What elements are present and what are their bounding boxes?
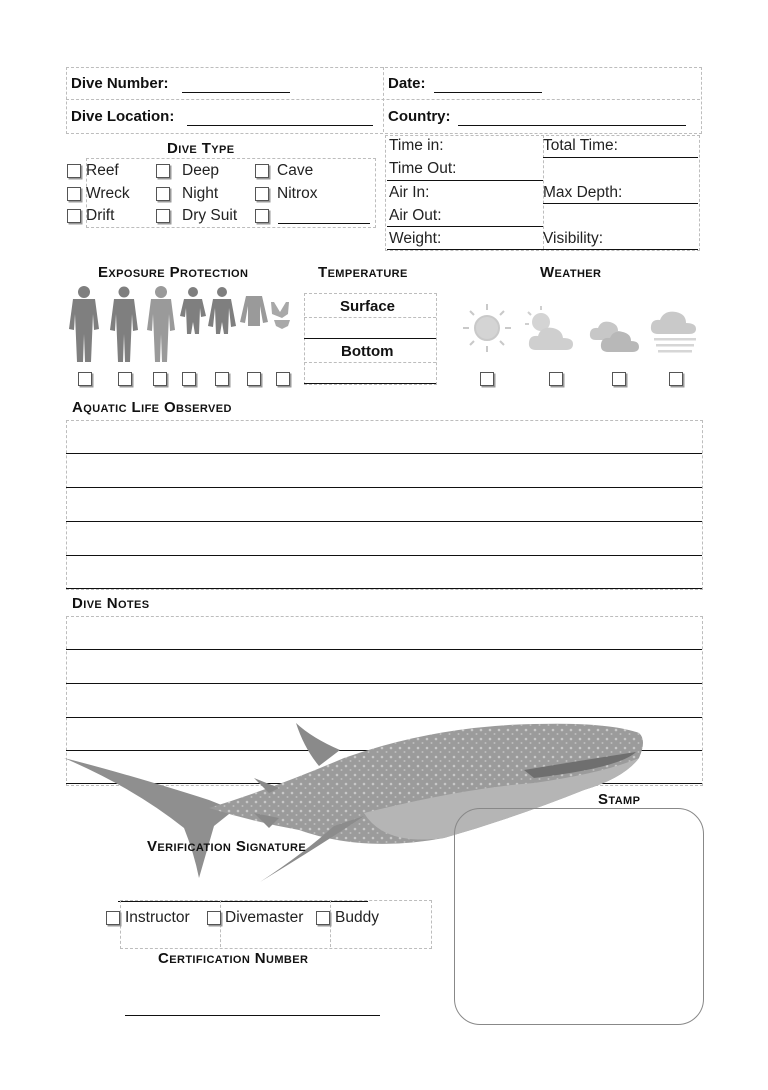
temp-divider — [304, 362, 436, 363]
notes-line — [66, 683, 702, 684]
dive-type-options — [66, 160, 376, 228]
country-label: Country — [388, 108, 446, 125]
weight-label: Weight: — [389, 230, 442, 247]
header-row-divider — [66, 99, 700, 100]
verification-signature-title: Verification Signature — [147, 838, 307, 855]
temperature-title: Temperature — [318, 264, 408, 281]
fog-icon — [651, 312, 696, 353]
option-nitrox: Nitrox — [277, 185, 318, 202]
dive-location-label: Dive Location — [71, 108, 170, 125]
country-field[interactable] — [388, 108, 698, 128]
fullsuit-icon — [110, 287, 138, 363]
checkbox-deep[interactable] — [156, 164, 170, 178]
colon: : — [163, 75, 169, 92]
dive-location-field[interactable] — [71, 108, 381, 128]
exposure-suits — [64, 284, 299, 364]
weather-icons — [458, 300, 708, 360]
checkbox-shorty-long[interactable] — [215, 372, 229, 386]
option-reef: Reef — [86, 162, 119, 179]
weight-visibility-line[interactable] — [387, 249, 698, 250]
checkbox-fullsuit-hood[interactable] — [153, 372, 167, 386]
fullsuit-hood-icon — [147, 286, 175, 362]
checkbox-dry-suit[interactable] — [156, 209, 170, 223]
colon: : — [445, 108, 451, 125]
date-field[interactable] — [388, 75, 688, 95]
dive-number-field[interactable] — [71, 75, 381, 95]
certification-number-line[interactable] — [125, 1015, 380, 1016]
surface-temp-line[interactable] — [304, 338, 436, 339]
checkbox-divemaster[interactable] — [207, 911, 221, 925]
temperature-bottom-label: Bottom — [341, 343, 394, 360]
role-divemaster: Divemaster — [225, 909, 304, 926]
checkbox-reef[interactable] — [67, 164, 81, 178]
checkbox-shorty[interactable] — [182, 372, 196, 386]
option-drift: Drift — [86, 207, 115, 224]
checkbox-swimsuit[interactable] — [276, 372, 290, 386]
stamp-title: Stamp — [598, 791, 641, 808]
checkbox-wreck[interactable] — [67, 187, 81, 201]
shorty-long-icon — [208, 287, 236, 334]
drysuit-icon — [69, 286, 99, 362]
time-out-label: Time Out: — [389, 160, 457, 177]
aquatic-line — [66, 487, 702, 488]
country-line[interactable] — [458, 125, 686, 126]
weather-title: Weather — [540, 264, 602, 281]
option-deep: Deep — [182, 162, 220, 179]
partly-cloudy-icon — [525, 306, 573, 350]
checkbox-instructor[interactable] — [106, 911, 120, 925]
time-out-line[interactable] — [387, 180, 543, 181]
option-wreck: Wreck — [86, 185, 130, 202]
option-cave: Cave — [277, 162, 314, 179]
time-in-label: Time in: — [389, 137, 444, 154]
shorty-icon — [180, 287, 206, 334]
checkbox-night[interactable] — [156, 187, 170, 201]
temperature-surface-label: Surface — [340, 298, 396, 315]
date-line[interactable] — [434, 92, 542, 93]
dive-notes-title: Dive Notes — [72, 595, 150, 612]
checkbox-fullsuit[interactable] — [118, 372, 132, 386]
stamp-box[interactable] — [454, 808, 704, 1025]
cloudy-icon — [590, 322, 639, 352]
total-time-label: Total Time: — [543, 137, 618, 154]
air-out-label: Air Out: — [389, 207, 442, 224]
temp-divider — [304, 317, 436, 318]
role-divider — [330, 900, 331, 947]
role-instructor: Instructor — [125, 909, 190, 926]
aquatic-life-box[interactable] — [66, 420, 703, 590]
dive-location-line[interactable] — [187, 125, 373, 126]
checkbox-rashguard[interactable] — [247, 372, 261, 386]
max-depth-label: Max Depth: — [543, 184, 623, 201]
checkbox-other[interactable] — [255, 209, 269, 223]
checkbox-sunny[interactable] — [480, 372, 494, 386]
dive-number-line[interactable] — [182, 92, 290, 93]
date-label: Date — [388, 75, 421, 92]
dive-number-label: Dive Number — [71, 75, 164, 92]
checkbox-drysuit[interactable] — [78, 372, 92, 386]
swimsuit-icon — [271, 302, 290, 329]
certification-number-title: Certification Number — [158, 950, 309, 967]
aquatic-line — [66, 588, 702, 589]
exposure-checkboxes — [64, 370, 299, 390]
air-in-label: Air In: — [389, 184, 430, 201]
checkbox-cave[interactable] — [255, 164, 269, 178]
rashguard-icon — [240, 296, 268, 326]
visibility-label: Visibility: — [543, 230, 604, 247]
notes-line — [66, 649, 702, 650]
aquatic-line — [66, 453, 702, 454]
dive-type-title: Dive Type — [167, 140, 235, 157]
aquatic-life-title: Aquatic Life Observed — [72, 399, 232, 416]
aquatic-line — [66, 555, 702, 556]
checkbox-partly-cloudy[interactable] — [549, 372, 563, 386]
aquatic-line — [66, 521, 702, 522]
bottom-temp-line[interactable] — [304, 383, 436, 384]
option-night: Night — [182, 185, 219, 202]
colon: : — [420, 75, 426, 92]
colon: : — [169, 108, 175, 125]
sunny-icon — [463, 304, 511, 352]
checkbox-cloudy[interactable] — [612, 372, 626, 386]
role-buddy: Buddy — [335, 909, 379, 926]
checkbox-fog[interactable] — [669, 372, 683, 386]
option-other-line[interactable] — [278, 223, 370, 224]
checkbox-buddy[interactable] — [316, 911, 330, 925]
checkbox-nitrox[interactable] — [255, 187, 269, 201]
checkbox-drift[interactable] — [67, 209, 81, 223]
max-depth-line[interactable] — [543, 203, 698, 204]
air-out-line[interactable] — [387, 226, 543, 227]
total-time-line[interactable] — [543, 157, 698, 158]
exposure-title: Exposure Protection — [98, 264, 249, 281]
option-dry-suit: Dry Suit — [182, 207, 238, 224]
